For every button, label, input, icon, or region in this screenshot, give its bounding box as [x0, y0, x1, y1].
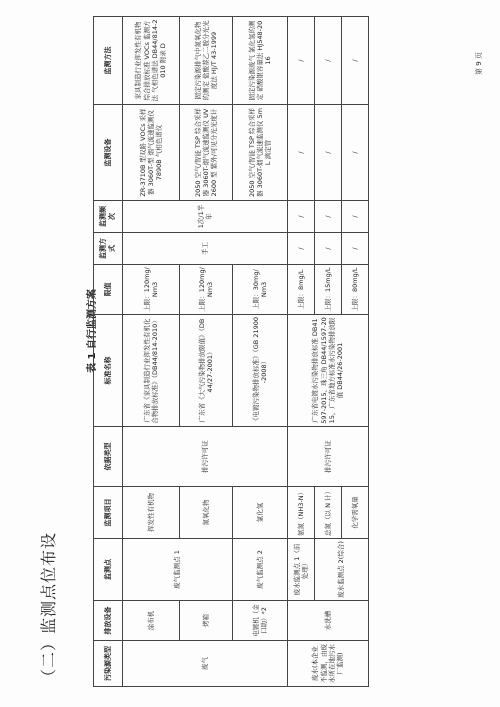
- table-header-row: [94, 17, 123, 687]
- item-cell: 氯化氢: [233, 487, 288, 539]
- point-cell: 废水监测点 1（前处理）: [288, 539, 315, 601]
- limit-cell: 上限：80mg/L: [342, 265, 369, 315]
- header-cell: 监测点: [94, 539, 123, 601]
- item-cell: 氮氧化物: [180, 487, 233, 539]
- dash-cell: /: [288, 201, 315, 233]
- dash-cell: /: [342, 233, 369, 265]
- standard-cell: 广东省《家具制造行业挥发性有机化合物排放标准》（DB44/814-2010）: [123, 315, 180, 427]
- header-cell: 标准名称: [94, 315, 123, 427]
- header-cell: 监测频次: [94, 201, 123, 233]
- equipment-cell: 烤箱: [180, 601, 233, 641]
- header-cell: 监测设备: [94, 105, 123, 201]
- dash-cell: /: [342, 201, 369, 233]
- header-cell: 监测项目: [94, 487, 123, 539]
- item-cell: 挥发性有机物: [123, 487, 180, 539]
- item-cell: 总氮（以 N 计）: [315, 487, 342, 539]
- dash-cell: /: [288, 233, 315, 265]
- source-type-cell: 废气: [123, 641, 288, 687]
- device-cell: 2050 空气/智能 TSP 综合采样器 3060T-烟气流速监测仪 UV2600 型 紫外/可见分光光度计: [180, 105, 233, 201]
- standard-cell: 广东省电镀水污染物排放标准 DB41597-2015、珠三角 DB44/1597-2015，广东省地方标准水污染物排放限值 DB44/26-2001: [288, 315, 369, 427]
- equipment-cell: 电镀机（金口助）*2: [233, 601, 288, 641]
- header-cell: 监测方法: [94, 17, 123, 105]
- point-cell: 废水监测点 2(综合): [315, 539, 369, 601]
- item-cell: 氨氮（NH3-N）: [288, 487, 315, 539]
- dash-cell: /: [315, 17, 342, 105]
- dash-cell: /: [315, 201, 342, 233]
- point-cell: 废气监测点 1: [123, 539, 233, 601]
- source-type-cell: 废水(本企业不监测，由废水所在地污水厂监测): [288, 641, 369, 687]
- table-caption: 表 1 自行监测方案: [87, 289, 98, 373]
- dash-cell: /: [342, 17, 369, 105]
- mode-cell: 手工: [123, 233, 288, 265]
- table-row: [233, 17, 288, 687]
- item-cell: 化学需氧量: [342, 487, 369, 539]
- table-row: [288, 17, 315, 687]
- header-cell: 依据类型: [94, 427, 123, 487]
- method-cell: 家具制造行业挥发性有机物综合排放标准 VOCs 监测方法 气相色谱法 DB44/814-2010 附录 D: [123, 17, 180, 105]
- page-number: 第 9 页: [475, 52, 483, 75]
- device-cell: ZR-3710B 型双路 VOCs 采样器 3060T-型 烟气流速监测仪 7890B 气相色谱仪: [123, 105, 180, 201]
- frequency-cell: 1次/1半年: [123, 201, 288, 233]
- device-cell: 2050 空气/智能 TSP 综合采样器 3060T-烟气流速监测仪 5mL 滴定管: [233, 105, 288, 201]
- limit-cell: 上限：120mg/Nm3: [180, 265, 233, 315]
- dash-cell: /: [288, 17, 315, 105]
- standard-cell: 《电镀污染物排放标准》（GB 21900-2008）: [233, 315, 288, 427]
- monitoring-plan-table: [93, 16, 369, 687]
- header-cell: 监测方式: [94, 233, 123, 265]
- method-cell: 固定污染源废气 氯化氢的测定 硝酸银容量法 HJ548-2016: [233, 17, 288, 105]
- header-cell: 污染源类型: [94, 641, 123, 687]
- dash-cell: /: [342, 105, 369, 201]
- limit-cell: 上限：120mg/Nm3: [123, 265, 180, 315]
- point-cell: 废气监测点 2: [233, 539, 288, 601]
- limit-cell: 上限：15mg/L: [315, 265, 342, 315]
- equipment-cell: 水洗槽: [288, 601, 369, 641]
- dash-cell: /: [315, 233, 342, 265]
- limit-cell: 上限：30mg/Nm3: [233, 265, 288, 315]
- dash-cell: /: [288, 105, 315, 201]
- basis-cell: 排污许可证: [288, 427, 369, 487]
- basis-cell: 排污许可证: [123, 427, 288, 487]
- header-cell: 限值: [94, 265, 123, 315]
- equipment-cell: 涂布机: [123, 601, 180, 641]
- dash-cell: /: [315, 105, 342, 201]
- limit-cell: 上限：8mg/L: [288, 265, 315, 315]
- section-heading: （二）监测点位布设: [39, 531, 58, 685]
- standard-cell: 广东省《大气污染物排放限值》（DB44/27-2001）: [180, 315, 233, 427]
- method-cell: 固定污染源排气中氮氧化物的测定 盐酸萘乙二胺分光光度法 HJ/T 43-1999: [180, 17, 233, 105]
- header-cell: 排放设备: [94, 601, 123, 641]
- table-row: [123, 17, 180, 687]
